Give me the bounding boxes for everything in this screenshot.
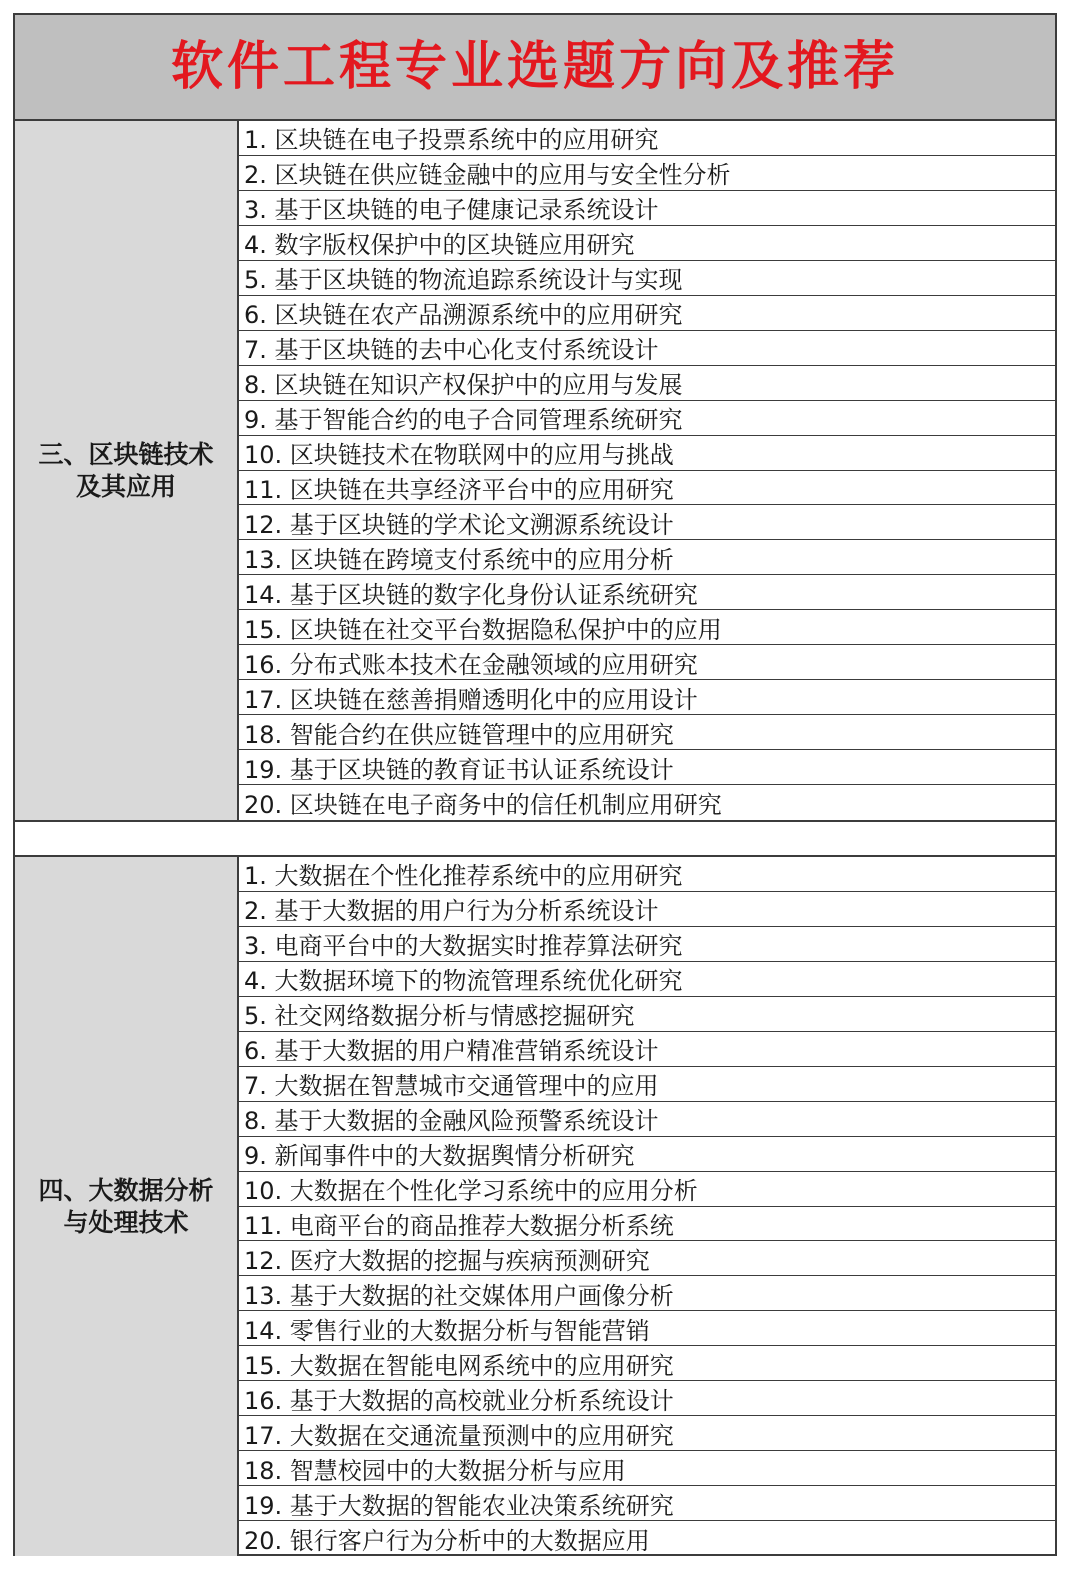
topic-item: 10. 大数据在个性化学习系统中的应用分析 xyxy=(239,1172,1055,1207)
topic-item: 13. 区块链在跨境支付系统中的应用分析 xyxy=(239,540,1055,575)
topic-item: 14. 零售行业的大数据分析与智能营销 xyxy=(239,1311,1055,1346)
topic-item: 19. 基于大数据的智能农业决策系统研究 xyxy=(239,1486,1055,1521)
section-divider-row xyxy=(15,822,1055,857)
topic-item: 19. 基于区块链的教育证书认证系统设计 xyxy=(239,750,1055,785)
topic-item: 20. 区块链在电子商务中的信任机制应用研究 xyxy=(244,791,722,820)
topic-item: 1. 区块链在电子投票系统中的应用研究 xyxy=(239,121,1055,156)
topic-item: 15. 区块链在社交平台数据隐私保护中的应用 xyxy=(239,610,1055,645)
topic-item: 3. 电商平台中的大数据实时推荐算法研究 xyxy=(239,927,1055,962)
section-big-data xyxy=(15,857,1055,1556)
topic-item: 11. 区块链在共享经济平台中的应用研究 xyxy=(239,471,1055,506)
topic-item: 18. 智能合约在供应链管理中的应用研究 xyxy=(239,715,1055,750)
topic-list xyxy=(239,857,1055,1556)
page-title: 软件工程专业选题方向及推荐 xyxy=(170,36,899,97)
topic-item: 4. 大数据环境下的物流管理系统优化研究 xyxy=(239,962,1055,997)
topic-item: 16. 基于大数据的高校就业分析系统设计 xyxy=(239,1381,1055,1416)
topic-item: 17. 大数据在交通流量预测中的应用研究 xyxy=(239,1416,1055,1451)
topic-item: 7. 基于区块链的去中心化支付系统设计 xyxy=(239,331,1055,366)
topic-item: 17. 区块链在慈善捐赠透明化中的应用设计 xyxy=(239,680,1055,715)
topic-item: 5. 社交网络数据分析与情感挖掘研究 xyxy=(239,997,1055,1032)
section-blockchain xyxy=(15,121,1055,822)
topic-item: 20. 银行客户行为分析中的大数据应用 xyxy=(244,1527,650,1556)
topic-item: 14. 基于区块链的数字化身份认证系统研究 xyxy=(239,575,1055,610)
topic-item: 4. 数字版权保护中的区块链应用研究 xyxy=(239,226,1055,261)
topic-item: 2. 基于大数据的用户行为分析系统设计 xyxy=(239,892,1055,927)
topic-item: 11. 电商平台的商品推荐大数据分析系统 xyxy=(239,1207,1055,1242)
section-label: 三、区块链技术 及其应用 xyxy=(15,121,239,820)
title-bar xyxy=(15,15,1055,121)
topic-item: 13. 基于大数据的社交媒体用户画像分析 xyxy=(239,1276,1055,1311)
topic-item: 16. 分布式账本技术在金融领域的应用研究 xyxy=(239,645,1055,680)
topic-item: 9. 新闻事件中的大数据舆情分析研究 xyxy=(239,1137,1055,1172)
topic-table xyxy=(13,13,1057,1556)
topic-item: 1. 大数据在个性化推荐系统中的应用研究 xyxy=(239,857,1055,892)
section-label: 四、大数据分析 与处理技术 xyxy=(15,857,239,1556)
topic-item: 2. 区块链在供应链金融中的应用与安全性分析 xyxy=(239,156,1055,191)
topic-item: 9. 基于智能合约的电子合同管理系统研究 xyxy=(239,401,1055,436)
topic-item: 6. 基于大数据的用户精准营销系统设计 xyxy=(239,1032,1055,1067)
topic-item: 5. 基于区块链的物流追踪系统设计与实现 xyxy=(239,261,1055,296)
topic-list xyxy=(239,121,1055,820)
topic-item: 12. 医疗大数据的挖掘与疾病预测研究 xyxy=(239,1241,1055,1276)
topic-item: 7. 大数据在智慧城市交通管理中的应用 xyxy=(239,1067,1055,1102)
topic-item: 8. 区块链在知识产权保护中的应用与发展 xyxy=(239,366,1055,401)
topic-item: 18. 智慧校园中的大数据分析与应用 xyxy=(239,1451,1055,1486)
topic-item: 6. 区块链在农产品溯源系统中的应用研究 xyxy=(239,296,1055,331)
topic-item: 3. 基于区块链的电子健康记录系统设计 xyxy=(239,191,1055,226)
topic-item: 8. 基于大数据的金融风险预警系统设计 xyxy=(239,1102,1055,1137)
topic-item: 15. 大数据在智能电网系统中的应用研究 xyxy=(239,1346,1055,1381)
topic-item: 10. 区块链技术在物联网中的应用与挑战 xyxy=(239,436,1055,471)
topic-item: 12. 基于区块链的学术论文溯源系统设计 xyxy=(239,505,1055,540)
